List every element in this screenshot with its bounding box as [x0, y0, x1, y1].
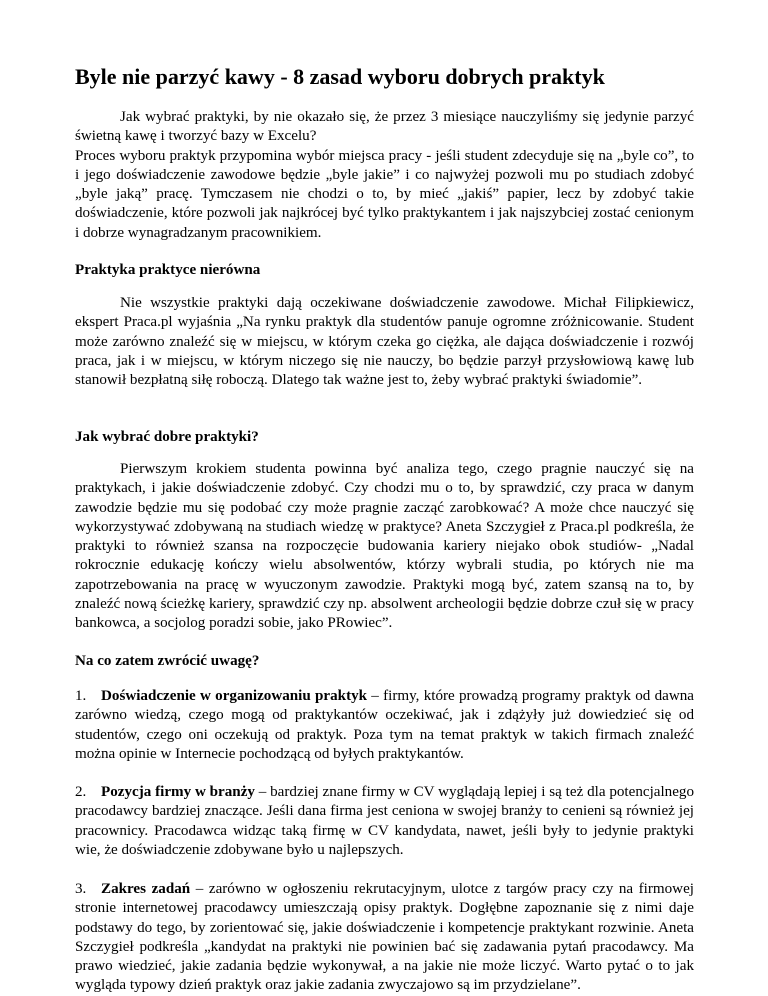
section-jak-wybrac-body: [75, 460, 694, 634]
list-item-term: Zakres zadań: [101, 881, 191, 897]
list-item-3: [75, 880, 694, 996]
list-item-2: [75, 783, 694, 860]
list-item-text: – bardziej znane firmy w CV wyglądają lepiej i są też dla potencjalnego pracodawcy bardziej znaczące. Jeśli dana firma jest ceniona w swojej branży to cenieni są również jej pracownicy. Pracodawca widząc taką firmę w CV kandydata, nawet, jeśli były to jedynie praktyki wie, że doświadczenie zdobywane było u najlepszych.: [75, 784, 694, 858]
list-item-term: Doświadczenie w organizowaniu praktyk: [101, 688, 368, 704]
document-title: Byle nie parzyć kawy - 8 zasad wyboru dobrych praktyk: [75, 64, 605, 89]
section-praktyka-body: [75, 294, 694, 390]
list-item-text: – firmy, które prowadzą programy praktyk od dawna zarówno wiedzą, czego mogą od praktykantów oczekiwać, jak i zdążyły już dowiedzieć się od studentów, czego oni oczekują od praktyk. Poza tym na temat praktyk w takich firmach znaleźć można opinie w Internecie pochodzącą od byłych praktykantów.: [75, 688, 694, 762]
intro-paragraph-2: Proces wyboru praktyk przypomina wybór miejsca pracy - jeśli student zdecyduje się na „byle co”, to i jego doświadczenie zawodowe będzie „byle jakie” i co najwyżej pozwoli mu po studiach zdobyć „byle jaką” pracę. Tymczasem nie chodzi o to, by mieć „jakiś” papier, lecz by zdobyć takie doświadczenie, które pozwoli jak najkrócej być tylko praktykantem i jak najszybciej zostać cenionym i dobrze wynagradzanym pracownikiem.: [75, 147, 694, 241]
list-number: 2.: [75, 784, 87, 800]
list-item-1: [75, 687, 694, 764]
intro-paragraph-1: Jak wybrać praktyki, by nie okazało się, że przez 3 miesiące nauczyliśmy się jedynie parzyć świetną kawę i tworzyć bazy w Excelu?: [75, 109, 694, 145]
section-heading-na-co-zwrocic: Na co zatem zwrócić uwagę?: [75, 653, 260, 669]
list-number: 3.: [75, 881, 87, 897]
list-item-term: Pozycja firmy w branży: [101, 784, 255, 800]
intro-section: [75, 108, 694, 243]
section-heading-jak-wybrac: Jak wybrać dobre praktyki?: [75, 429, 259, 445]
section-praktyka-paragraph: Nie wszystkie praktyki dają oczekiwane doświadczenie zawodowe. Michał Filipkiewicz, ekspert Praca.pl wyjaśnia „Na rynku praktyk dla studentów panuje ogromne zróżnicowanie. Student może zarówno znaleźć się w miejscu, w którym czeka go ciężka, ale dająca doświadczenie i rozwój praca, jak i w miejscu, w którym niczego się nie nauczy, bo będzie parzył przysłowiową kawę lub stanowił bezpłatną siłę roboczą. Dlatego tak ważne jest to, żeby wybrać praktyki świadomie”.: [75, 295, 694, 389]
list-item-text: – zarówno w ogłoszeniu rekrutacyjnym, ulotce z targów pracy czy na firmowej stronie internetowej pracodawcy umieszczają opisy praktyk. Dogłębne zapoznanie się z nimi daje podstawy do tego, by zorientować się, jakie doświadczenie i kompetencje praktykant rozwinie. Aneta Szczygieł podkreśla „kandydat na praktyki nie powinien bać się zadawania pytań pracodawcy. Ma prawo wiedzieć, jakie zadania będzie wykonywał, a na jakie nie może liczyć. Warto pytać o to jak wygląda typowy dzień praktyk oraz jakie zadania zwyczajowo są im przydzielane”.: [75, 881, 694, 994]
section-heading-praktyka: Praktyka praktyce nierówna: [75, 262, 261, 278]
section-jak-wybrac-paragraph: Pierwszym krokiem studenta powinna być analiza tego, czego pragnie nauczyć się na praktykach, i jakie doświadczenie zdobyć. Czy chodzi mu o to, by sprawdzić, czy praca w danym zawodzie będzie mu się podobać czy może pragnie zacząć zarobkować? A może chce nauczyć się wykorzystywać zdobywaną na studiach wiedzę w praktyce? Aneta Szczygieł z Praca.pl podkreśla, że praktyki to również szansa na rozpoczęcie budowania kariery niejako obok studiów- „Nadal rokrocznie edukację kończy wielu absolwentów, którzy wybrali studia, po których nie ma zapotrzebowania na pracę w wyuczonym zawodzie. Praktyki mogą być, zatem szansą na to, by znaleźć nową ścieżkę kariery, sprawdzić czy np. absolwent archeologii będzie dobrze czuł się w pracy bankowca, a socjolog poradzi sobie, jako PRowiec”.: [75, 461, 694, 632]
list-number: 1.: [75, 688, 87, 704]
